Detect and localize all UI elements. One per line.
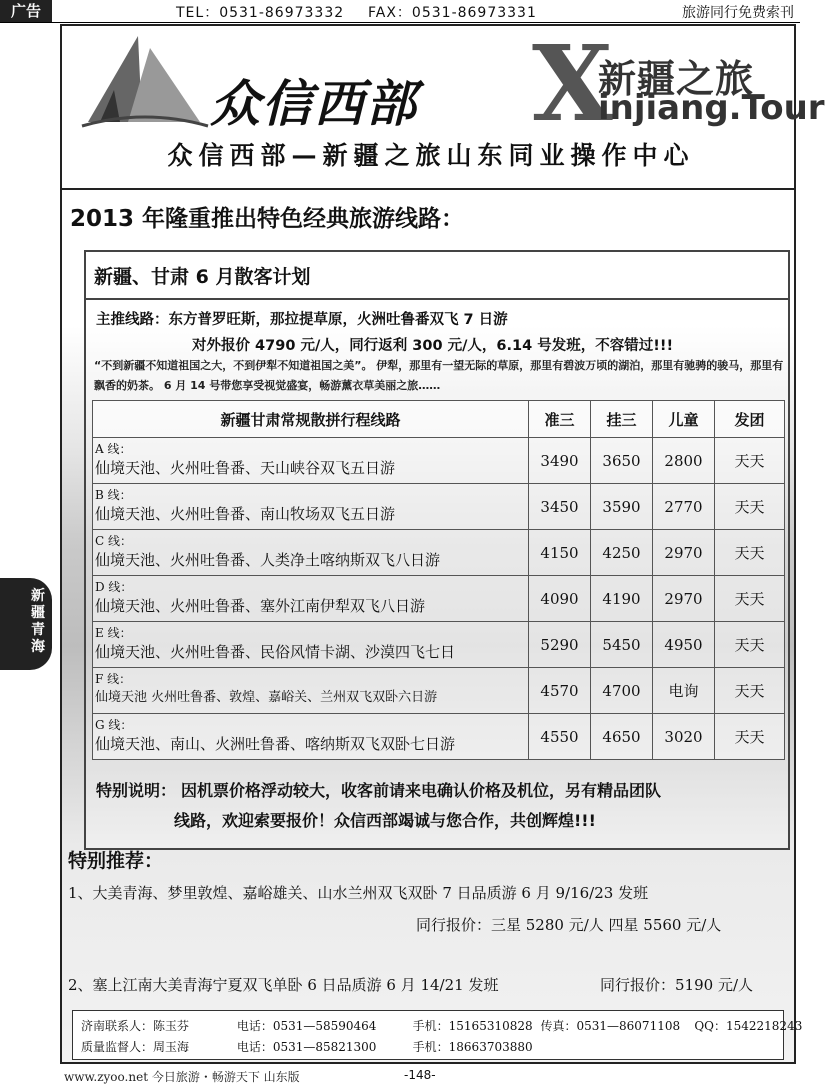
ad-frame xyxy=(60,22,825,1064)
recommend-item-1-price: 同行报价：三星 5280 元/人 四星 5560 元/人 xyxy=(416,916,722,934)
depart-frequency: 天天 xyxy=(715,484,785,530)
price-guasan: 4650 xyxy=(591,714,653,760)
table-row xyxy=(93,714,785,760)
headline: 2013 年隆重推出特色经典旅游线路： xyxy=(70,206,465,232)
price-zhunsan: 4550 xyxy=(529,714,591,760)
header-zhunsan: 准三 xyxy=(529,401,591,438)
price-child: 3020 xyxy=(653,714,715,760)
depart-frequency: 天天 xyxy=(715,438,785,484)
supervisor-person: 质量监督人：周玉海 xyxy=(81,1040,190,1054)
contact-fax: 传真：0531—86071108 xyxy=(540,1019,681,1033)
route-code: A 线： xyxy=(95,442,132,456)
route-cell xyxy=(93,530,529,576)
depart-frequency: 天天 xyxy=(715,622,785,668)
supervisor-mobile: 手机：18663703880 xyxy=(412,1040,533,1054)
header-depart: 发团 xyxy=(715,401,785,438)
page-number: -148- xyxy=(404,1068,436,1082)
route-code: G 线： xyxy=(95,718,133,732)
contact-box xyxy=(72,1010,803,1060)
top-bar xyxy=(0,0,800,23)
price-guasan: 4190 xyxy=(591,576,653,622)
contact-mobile: 手机：15165310828 xyxy=(412,1019,533,1033)
depart-frequency: 天天 xyxy=(715,714,785,760)
route-cell xyxy=(93,714,529,760)
contact-qq: QQ：1542218243 xyxy=(694,1019,803,1033)
header-child: 儿童 xyxy=(653,401,715,438)
contact-row-1 xyxy=(81,1017,802,1034)
table-header-row xyxy=(93,401,785,438)
main-route: 主推线路：东方普罗旺斯，那拉提草原，火洲吐鲁番双飞 7 日游 xyxy=(96,312,508,328)
xinjiang-tour-en: injiang.Tour xyxy=(598,88,825,128)
contact-person: 济南联系人：陈玉芬 xyxy=(81,1019,190,1033)
table-row xyxy=(93,438,785,484)
plan-box xyxy=(84,250,790,850)
ad-tag: 广告 xyxy=(0,0,52,22)
footer-text: www.zyoo.net 今日旅游・畅游天下 山东版 xyxy=(64,1070,300,1084)
price-zhunsan: 3490 xyxy=(529,438,591,484)
route-name: 仙境天池、火州吐鲁番、人类净土喀纳斯双飞八日游 xyxy=(95,551,441,569)
recommend-item-2-price: 同行报价：5190 元/人 xyxy=(600,976,753,994)
route-code: F 线： xyxy=(95,672,132,686)
route-code: E 线： xyxy=(95,626,132,640)
route-name: 仙境天池、火州吐鲁番、塞外江南伊犁双飞八日游 xyxy=(95,597,426,615)
depart-frequency: 天天 xyxy=(715,530,785,576)
price-guasan: 3590 xyxy=(591,484,653,530)
route-code: D 线： xyxy=(95,580,133,594)
table-row xyxy=(93,668,785,714)
brand-name: 众信西部 xyxy=(210,75,418,133)
route-name: 仙境天池、火州吐鲁番、南山牧场双飞五日游 xyxy=(95,505,396,523)
route-cell xyxy=(93,622,529,668)
price-guasan: 4700 xyxy=(591,668,653,714)
route-cell xyxy=(93,484,529,530)
route-name: 仙境天池、火州吐鲁番、民俗风情卡湖、沙漠四飞七日 xyxy=(95,643,456,661)
recommend-item-1: 1、大美青海、梦里敦煌、嘉峪雄关、山水兰州双飞双卧 7 日品质游 6 月 9/16/23 发班 xyxy=(68,884,649,902)
price-child: 2800 xyxy=(653,438,715,484)
side-tab-label: 新疆青海 xyxy=(31,588,45,655)
xinjiang-tour-cn: 新疆之旅 xyxy=(598,57,755,101)
intro-text: “不到新疆不知道祖国之大，不到伊犁不知道祖国之美”。 伊犁，那里有一望无际的草原，那里有碧波万顷的湖泊，那里有驰骋的骏马，那里有飘香的奶茶。 6 月 14 号带您享受视觉盛宴，畅游薰衣草美丽之旅…… xyxy=(94,359,784,392)
price-child: 2970 xyxy=(653,576,715,622)
table-row xyxy=(93,484,785,530)
special-note-label: 特别说明： xyxy=(96,781,177,800)
main-price-line: 对外报价 4790 元/人，同行返利 300 元/人，6.14 号发班，不容错过!!! xyxy=(192,338,674,354)
side-section-tab[interactable] xyxy=(0,578,52,670)
depart-frequency: 天天 xyxy=(715,668,785,714)
header-route: 新疆甘肃常规散拼行程线路 xyxy=(93,401,529,438)
price-zhunsan: 4150 xyxy=(529,530,591,576)
route-code: B 线： xyxy=(95,488,132,502)
price-guasan: 5450 xyxy=(591,622,653,668)
ad-header xyxy=(62,22,825,190)
table-row xyxy=(93,622,785,668)
price-child: 电询 xyxy=(653,668,715,714)
route-name: 仙境天池、火州吐鲁番、天山峡谷双飞五日游 xyxy=(95,459,396,477)
route-name: 仙境天池 火州吐鲁番、敦煌、嘉峪关、兰州双飞双卧六日游 xyxy=(95,690,438,705)
recommend-item-2: 2、塞上江南大美青海宁夏双飞单卧 6 日品质游 6 月 14/21 发班 xyxy=(68,976,499,994)
price-guasan: 4250 xyxy=(591,530,653,576)
contact-phone: 电话：0531—58590464 xyxy=(236,1019,377,1033)
tel-number: TEL：0531-86973332 xyxy=(176,5,345,21)
depart-frequency: 天天 xyxy=(715,576,785,622)
plan-title: 新疆、甘肃 6 月散客计划 xyxy=(94,266,311,288)
price-zhunsan: 4570 xyxy=(529,668,591,714)
special-note-text: 因机票价格浮动较大，收客前请来电确认价格及机位，另有精品团队 xyxy=(181,781,662,800)
sail-logo-icon xyxy=(80,30,210,130)
price-child: 4950 xyxy=(653,622,715,668)
header-guasan: 挂三 xyxy=(591,401,653,438)
routes-table xyxy=(92,400,785,760)
publication-note: 旅游同行免费索刊 xyxy=(682,5,794,21)
fax-number: FAX：0531-86973331 xyxy=(368,5,537,21)
route-code: C 线： xyxy=(95,534,132,548)
table-row xyxy=(93,530,785,576)
x-logo-letter: X xyxy=(532,22,613,145)
special-note-text-2: 线路，欢迎索要报价！众信西部竭诚与您合作，共创辉煌!!! xyxy=(174,811,596,830)
price-child: 2970 xyxy=(653,530,715,576)
route-cell xyxy=(93,668,529,714)
price-zhunsan: 3450 xyxy=(529,484,591,530)
supervisor-phone: 电话：0531—85821300 xyxy=(236,1040,377,1054)
route-name: 仙境天池、南山、火洲吐鲁番、喀纳斯双飞双卧七日游 xyxy=(95,735,456,753)
price-zhunsan: 5290 xyxy=(529,622,591,668)
price-child: 2770 xyxy=(653,484,715,530)
center-title: 众信西部—新疆之旅山东同业操作中心 xyxy=(167,141,695,170)
route-cell xyxy=(93,576,529,622)
price-guasan: 3650 xyxy=(591,438,653,484)
table-row xyxy=(93,576,785,622)
recommend-title: 特别推荐： xyxy=(68,850,164,872)
route-cell xyxy=(93,438,529,484)
contact-row-2 xyxy=(81,1038,533,1055)
divider xyxy=(86,298,788,300)
price-zhunsan: 4090 xyxy=(529,576,591,622)
